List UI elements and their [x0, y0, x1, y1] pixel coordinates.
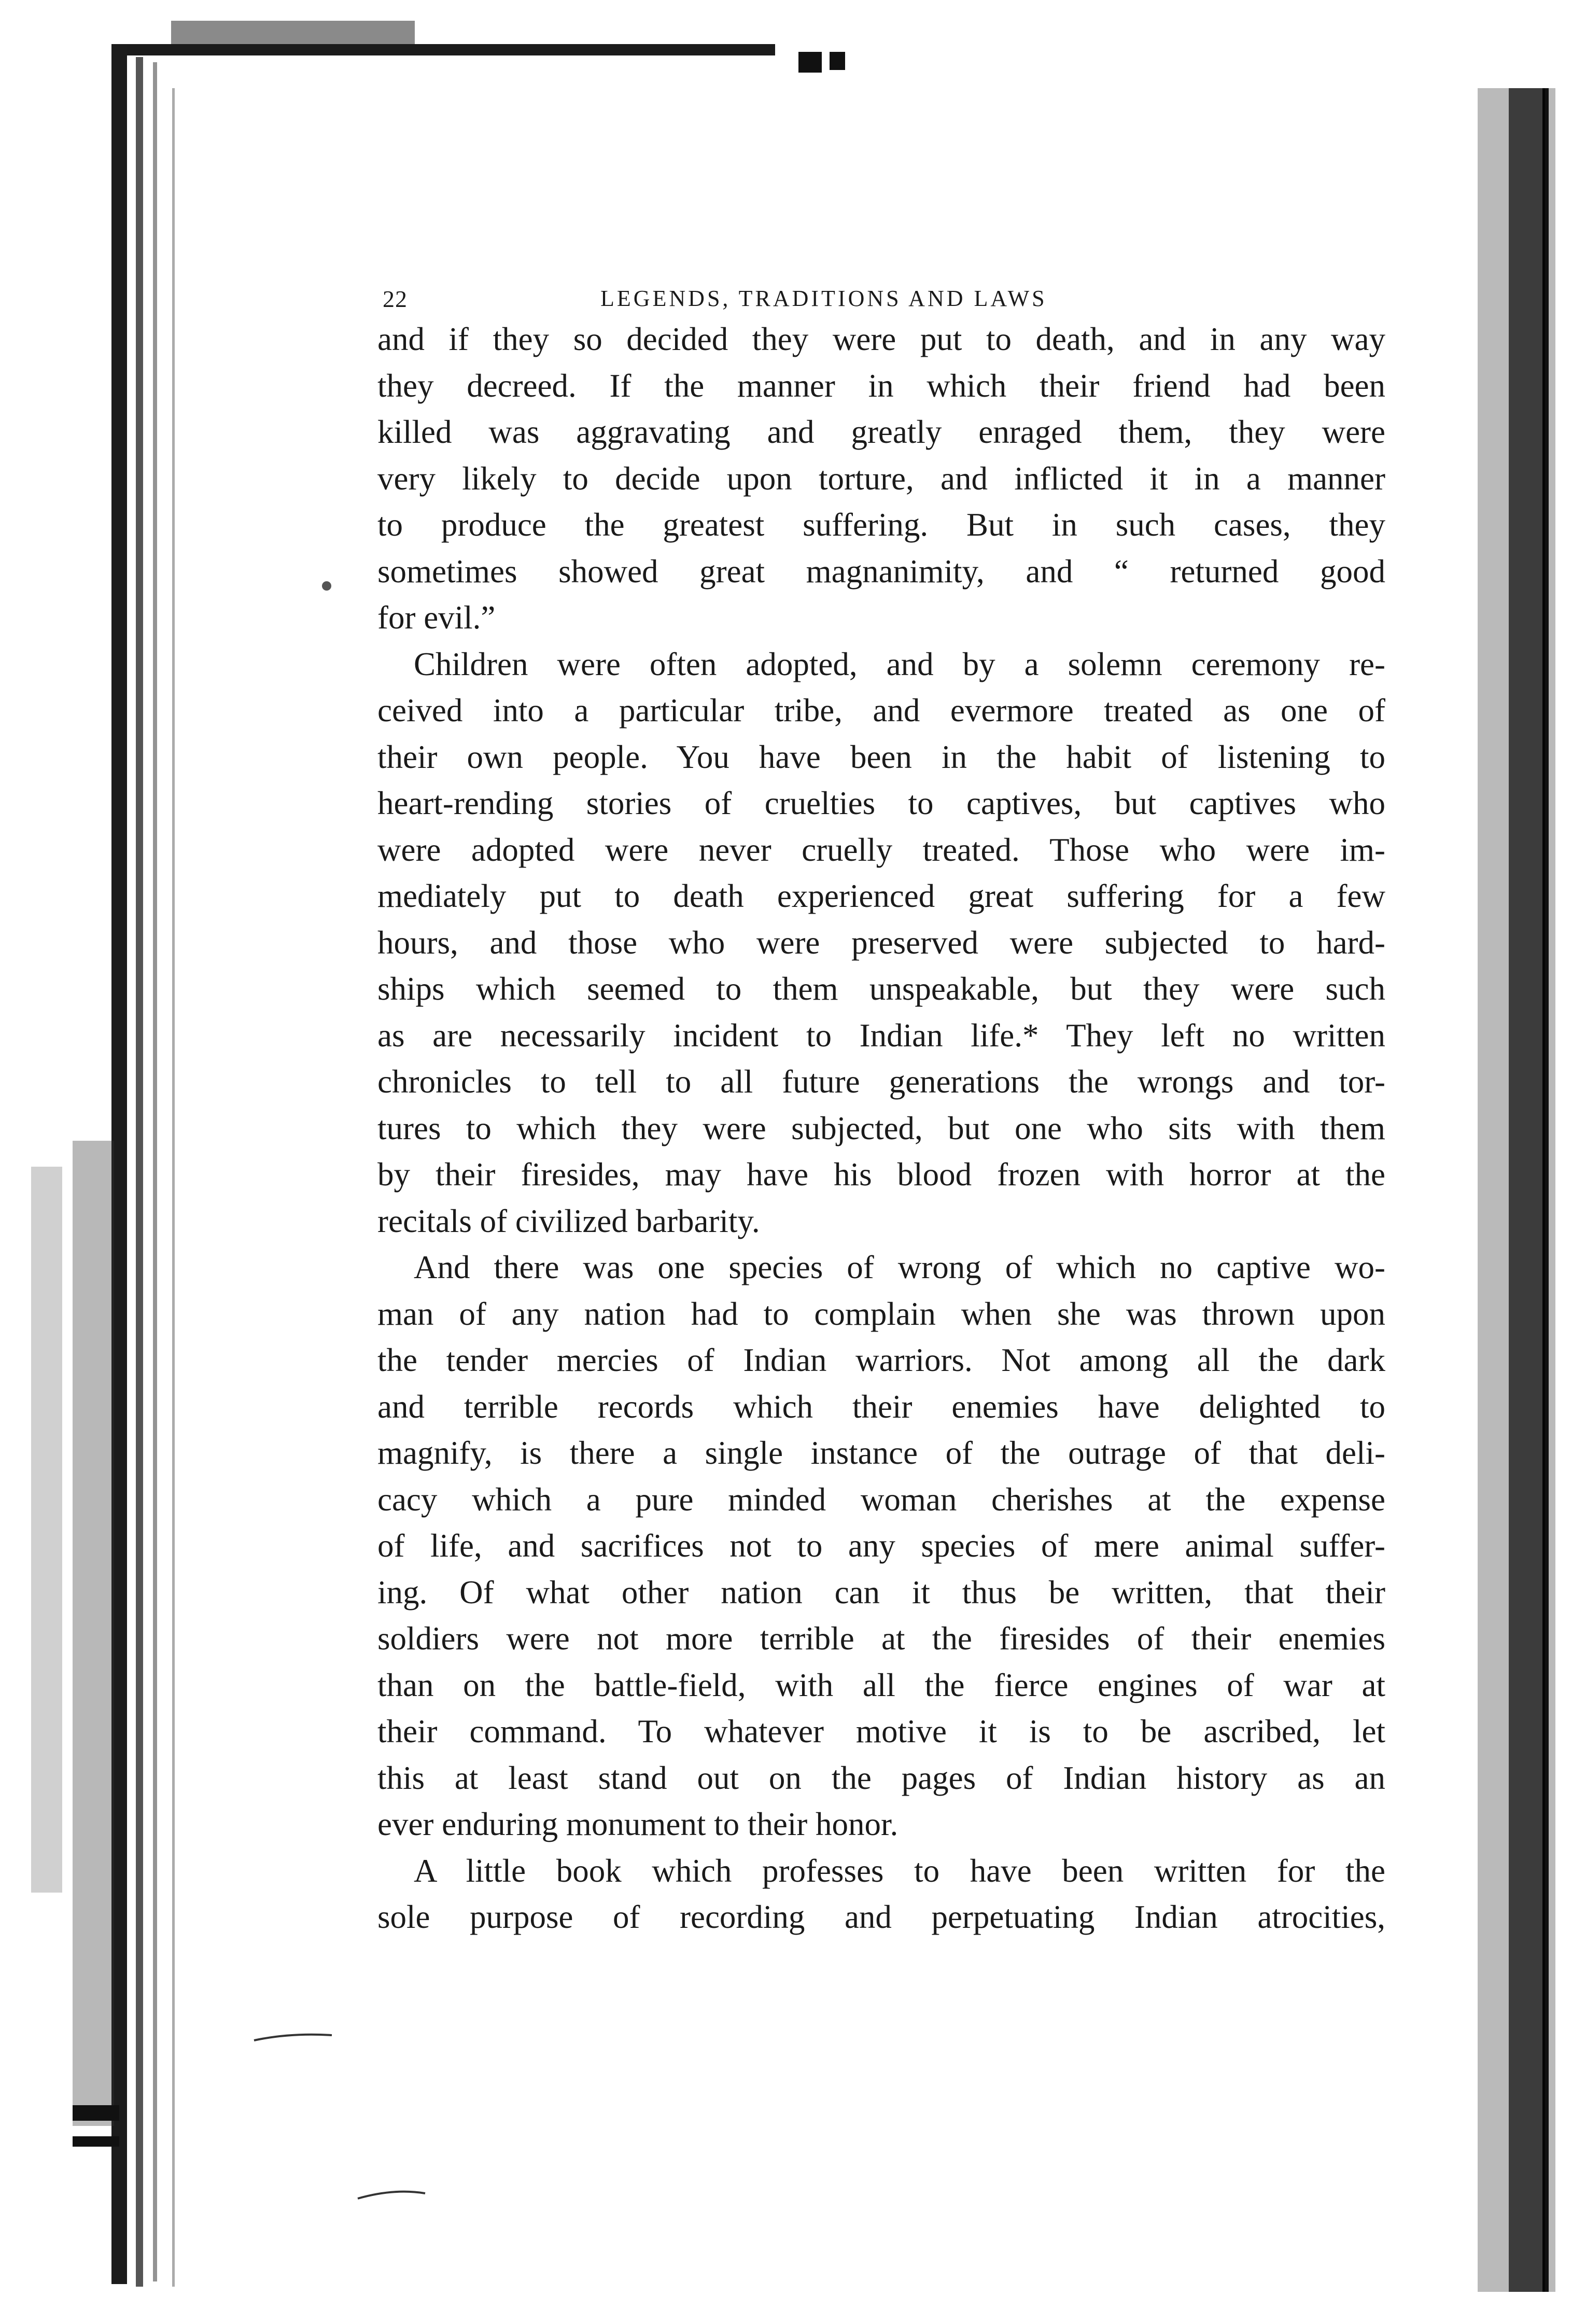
- text-line: their command. To whatever motive it is to be ascribed, let: [377, 1713, 1385, 1749]
- text-line: for evil.”: [377, 599, 496, 636]
- text-line: killed was aggravating and greatly enraged them, they were: [377, 414, 1385, 450]
- text-line: to produce the greatest suffering. But in such cases, they: [377, 507, 1385, 543]
- body-text: [377, 316, 1385, 1941]
- text-line: were adopted were never cruelly treated. Those who were im-: [377, 831, 1385, 868]
- text-line: their own people. You have been in the habit of listening to: [377, 738, 1385, 775]
- text-line: A little book which professes to have been written for the: [414, 1852, 1385, 1889]
- running-title: LEGENDS, TRADITIONS AND LAWS: [600, 286, 1047, 311]
- text-line: the tender mercies of Indian warriors. Not among all the dark: [377, 1342, 1385, 1378]
- text-line: very likely to decide upon torture, and inflicted it in a manner: [377, 460, 1385, 497]
- text-line: soldiers were not more terrible at the firesides of their enemies: [377, 1620, 1385, 1657]
- text-line: mediately put to death experienced great suffering for a few: [377, 878, 1385, 914]
- text-line: this at least stand out on the pages of Indian history as an: [377, 1759, 1385, 1796]
- text-line: and terrible records which their enemies have delighted to: [377, 1388, 1385, 1425]
- text-line: ships which seemed to them unspeakable, but they were such: [377, 971, 1385, 1007]
- text-line: cacy which a pure minded woman cherishes at the expense: [377, 1481, 1385, 1518]
- text-line: And there was one species of wrong of which no captive wo-: [414, 1249, 1385, 1285]
- text-line: hours, and those who were preserved were subjected to hard-: [377, 924, 1385, 961]
- text-line: than on the battle-field, with all the fierce engines of war at: [377, 1667, 1385, 1703]
- text-line: ceived into a particular tribe, and evermore treated as one of: [377, 692, 1385, 729]
- text-line: they decreed. If the manner in which their friend had been: [377, 367, 1385, 404]
- text-line: sole purpose of recording and perpetuating Indian atrocities,: [377, 1899, 1385, 1935]
- text-line: chronicles to tell to all future generations the wrongs and tor-: [377, 1063, 1385, 1100]
- text-line: by their firesides, may have his blood frozen with horror at the: [377, 1156, 1385, 1193]
- running-head: [377, 275, 1385, 316]
- page-text-block: [377, 275, 1385, 1941]
- text-line: ever enduring monument to their honor.: [377, 1806, 899, 1842]
- text-line: as are necessarily incident to Indian life.* They left no written: [377, 1017, 1385, 1054]
- text-line: and if they so decided they were put to death, and in any way: [377, 321, 1385, 357]
- text-line: of life, and sacrifices not to any species of mere animal suffer-: [377, 1528, 1385, 1564]
- text-line: tures to which they were subjected, but one who sits with them: [377, 1110, 1385, 1146]
- text-line: heart-rending stories of cruelties to captives, but captives who: [377, 785, 1385, 821]
- text-line: man of any nation had to complain when she was thrown upon: [377, 1295, 1385, 1332]
- text-line: magnify, is there a single instance of the outrage of that deli-: [377, 1435, 1385, 1471]
- text-line: sometimes showed great magnanimity, and “ returned good: [377, 553, 1385, 590]
- page-number: 22: [383, 286, 408, 312]
- text-line: Children were often adopted, and by a solemn ceremony re-: [414, 646, 1385, 682]
- text-line: recitals of civilized barbarity.: [377, 1202, 760, 1239]
- text-line: ing. Of what other nation can it thus be written, that their: [377, 1574, 1385, 1611]
